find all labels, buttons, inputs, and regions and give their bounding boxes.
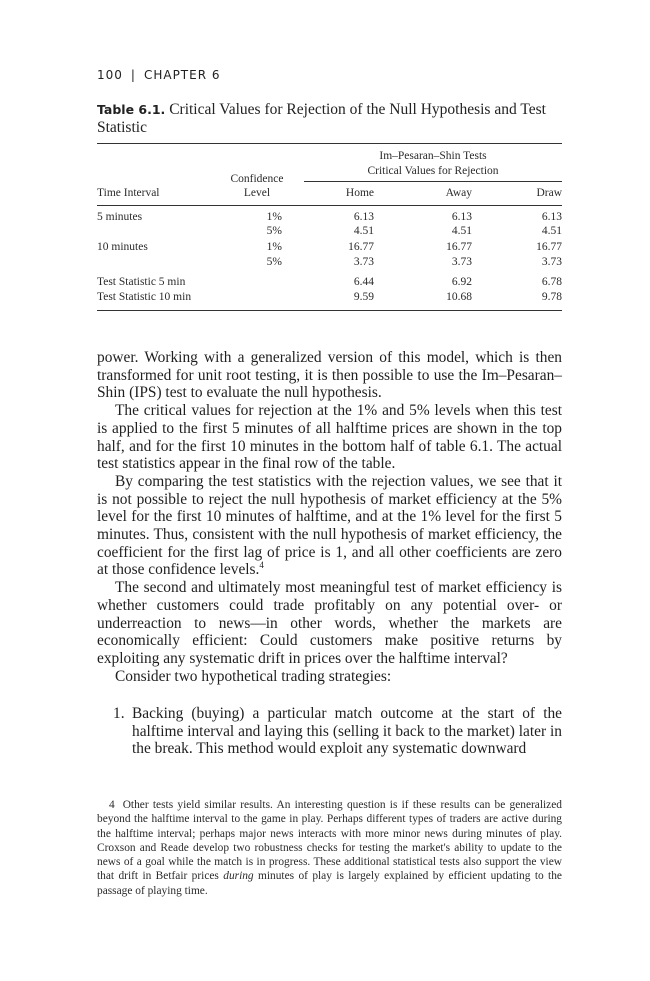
- table-cell-home: 9.59: [353, 291, 374, 303]
- table-header-confidence-line1: Confidence: [230, 173, 284, 185]
- table-header-rule: [97, 205, 562, 206]
- table-cell-away: 6.92: [451, 276, 472, 288]
- table-cell-interval: 10 minutes: [97, 241, 148, 253]
- table-cell-interval: Test Statistic 5 min: [97, 276, 186, 288]
- page-number: 100: [97, 68, 123, 82]
- table-cell-draw: 6.13: [541, 211, 562, 223]
- chapter-label: CHAPTER 6: [143, 68, 221, 82]
- table-cell-draw: 16.77: [536, 241, 562, 253]
- footnote-text-end: minutes of play is largely explained by efficient updating to the passage of playing time.: [97, 870, 562, 897]
- paragraph: [97, 402, 562, 473]
- table-cell-draw: 4.51: [541, 225, 562, 237]
- table-header-time-interval: Time Interval: [97, 187, 160, 199]
- paragraph: power. Working with a generalized version of this model, which is then transformed for unit root testing, it is then possible to use the Im–Pesaran–Shin (IPS) test to evaluate the null hypothesis.: [97, 349, 562, 402]
- paragraph-text: By comparing the test statistics with the rejection values, we see that it is not possible to reject the null hypothesis of market efficiency at the 5% level for the first 10 minutes of halftime, and at the 1% level for the first 5 minutes. Thus, consistent with the null hypothesis of market efficiency, the coefficient for the first lag of price is 1, and all other coefficients are zero at those confidence levels.: [97, 472, 562, 579]
- table-header-confidence-line2: Level: [243, 187, 271, 199]
- paragraph: The second and ultimately most meaningful test of market efficiency is whether customers could trade profitably on any potential over- or underreaction to news—in other words, whether the markets are economically efficient: Could customers make positive returns by exploiting any systematic drift in prices over the halftime interval?: [97, 579, 562, 667]
- footnote-ref: 4: [259, 560, 264, 571]
- table-title: Critical Values for Rejection of the Null Hypothesis and Test Statistic: [97, 101, 546, 136]
- paragraph: [97, 473, 562, 579]
- table-header-away: Away: [445, 187, 472, 199]
- table-cell-level: 1%: [266, 211, 282, 223]
- table-caption: [97, 101, 562, 137]
- table-cell-away: 6.13: [451, 211, 472, 223]
- list-number: 1.: [113, 705, 125, 722]
- table-top-rule: [97, 143, 562, 144]
- table-cell-away: 16.77: [446, 241, 472, 253]
- table-cell-home: 4.51: [353, 225, 374, 237]
- footnote: [97, 798, 562, 898]
- table-cell-interval: Test Statistic 10 min: [97, 291, 192, 303]
- table-cell-level: 1%: [266, 241, 282, 253]
- table-group-header-line2: Critical Values for Rejection: [367, 165, 499, 177]
- table-group-header-line1: Im–Pesaran–Shin Tests: [379, 150, 487, 162]
- table-cell-level: 5%: [266, 256, 282, 268]
- body-text: [97, 349, 562, 685]
- table-cell-level: 5%: [266, 225, 282, 237]
- table-cell-draw: 6.78: [541, 276, 562, 288]
- table-cell-draw: 3.73: [541, 256, 562, 268]
- table-group-rule: [304, 181, 562, 182]
- table-header-draw: Draw: [536, 187, 562, 199]
- table-cell-home: 3.73: [353, 256, 374, 268]
- table-cell-away: 3.73: [451, 256, 472, 268]
- footnote-number: 4: [109, 799, 115, 811]
- table-bottom-rule: [97, 310, 562, 311]
- table-cell-away: 10.68: [446, 291, 472, 303]
- table-cell-home: 6.13: [353, 211, 374, 223]
- paragraph-text: The critical values for rejection at the 1% and 5% levels when this test is applied to the first 5 minutes of all halftime prices are shown in the top half, and for the first 10 minutes in the bottom half of table 6.1. The actual test statistics appear in the final row of the table.: [97, 402, 562, 473]
- table-cell-interval: 5 minutes: [97, 211, 143, 223]
- table-label: Table 6.1.: [97, 102, 166, 117]
- table-cell-home: 16.77: [348, 241, 374, 253]
- list-text: Backing (buying) a particular match outcome at the start of the halftime interval and laying this (selling it back to the market) later in the break. This method would exploit any systematic downward: [132, 705, 562, 758]
- running-head: [97, 68, 221, 82]
- footnote-italic: during: [223, 870, 254, 883]
- list-item: [113, 705, 562, 758]
- footnote-text: Other tests yield similar results. An interesting question is if these results can be generalized beyond the halftime interval to the game in play. Perhaps different types of traders are active during the halftime interval; perhaps major news interacts with more minor news during minutes of play. Croxson and Reade develop two robustness checks for testing the market's ability to update to the news of a goal while the match is in progress. These additional statistical tests also support the view that drift in Betfair prices: [97, 799, 562, 883]
- table-cell-home: 6.44: [353, 276, 374, 288]
- table-header-home: Home: [345, 187, 374, 199]
- table-cell-away: 4.51: [451, 225, 472, 237]
- paragraph: Consider two hypothetical trading strategies:: [115, 667, 392, 685]
- running-head-separator: |: [130, 68, 136, 82]
- table-cell-draw: 9.78: [541, 291, 562, 303]
